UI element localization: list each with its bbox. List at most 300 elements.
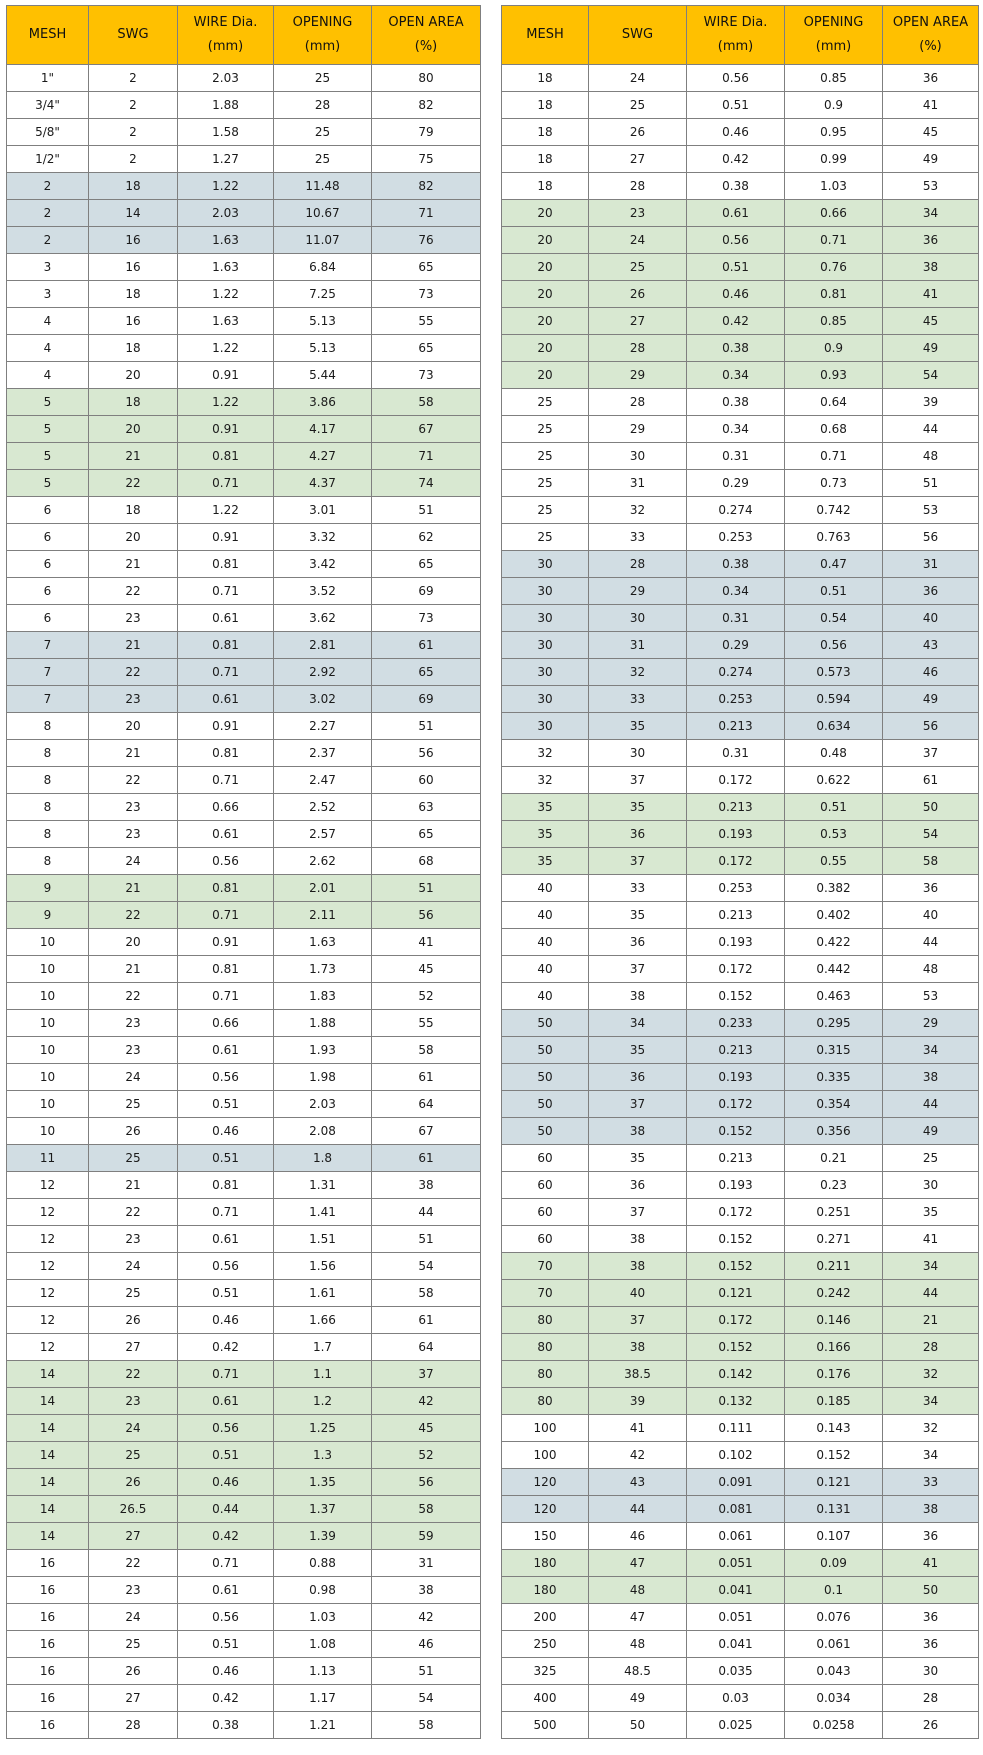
wire-dia-cell: 0.193 (687, 1064, 785, 1091)
opening-cell: 2.27 (274, 713, 372, 740)
wire-dia-cell: 0.172 (687, 956, 785, 983)
mesh-cell: 10 (7, 983, 89, 1010)
open-area-cell: 35 (883, 1199, 979, 1226)
mesh-cell: 18 (502, 119, 589, 146)
table-row (502, 65, 979, 92)
open-area-cell: 58 (372, 1037, 481, 1064)
wire-dia-cell: 0.51 (178, 1442, 274, 1469)
wire-dia-cell: 0.42 (178, 1334, 274, 1361)
table-row (502, 524, 979, 551)
table-row (502, 1253, 979, 1280)
open-area-cell: 60 (372, 767, 481, 794)
swg-cell: 25 (89, 1631, 178, 1658)
open-area-cell: 51 (883, 470, 979, 497)
open-area-cell: 49 (883, 146, 979, 173)
wire-dia-cell: 0.51 (178, 1631, 274, 1658)
open-area-cell: 46 (372, 1631, 481, 1658)
swg-cell: 35 (589, 1145, 687, 1172)
swg-cell: 37 (589, 1307, 687, 1334)
mesh-cell: 12 (7, 1334, 89, 1361)
opening-cell: 0.034 (785, 1685, 883, 1712)
mesh-cell: 20 (502, 254, 589, 281)
mesh-cell: 2 (7, 173, 89, 200)
opening-cell: 0.076 (785, 1604, 883, 1631)
wire-dia-cell: 0.51 (178, 1091, 274, 1118)
table-row (502, 254, 979, 281)
open-area-cell: 30 (883, 1658, 979, 1685)
open-area-cell: 26 (883, 1712, 979, 1739)
mesh-cell: 2 (7, 227, 89, 254)
mesh-cell: 30 (502, 632, 589, 659)
opening-cell: 1.08 (274, 1631, 372, 1658)
wire-dia-cell: 0.152 (687, 1118, 785, 1145)
table-row (7, 1091, 481, 1118)
table-row (502, 605, 979, 632)
wire-dia-cell: 2.03 (178, 65, 274, 92)
table-row (502, 1496, 979, 1523)
wire-dia-cell: 0.31 (687, 605, 785, 632)
wire-dia-cell: 0.152 (687, 1253, 785, 1280)
opening-cell: 0.88 (274, 1550, 372, 1577)
wire-dia-cell: 0.38 (687, 389, 785, 416)
header-unit: (mm) (815, 39, 852, 54)
wire-dia-cell: 1.63 (178, 227, 274, 254)
open-area-cell: 76 (372, 227, 481, 254)
wire-dia-cell: 0.71 (178, 902, 274, 929)
table-row (502, 1550, 979, 1577)
swg-cell: 16 (89, 308, 178, 335)
mesh-cell: 25 (502, 524, 589, 551)
open-area-cell: 58 (372, 1712, 481, 1739)
opening-cell: 0.121 (785, 1469, 883, 1496)
open-area-cell: 44 (883, 1280, 979, 1307)
table-row (7, 1577, 481, 1604)
open-area-cell: 73 (372, 281, 481, 308)
opening-cell: 25 (274, 146, 372, 173)
open-area-cell: 65 (372, 821, 481, 848)
table-row (7, 902, 481, 929)
table-row (502, 1685, 979, 1712)
swg-cell: 33 (589, 524, 687, 551)
wire-dia-cell: 0.56 (687, 65, 785, 92)
open-area-cell: 45 (883, 119, 979, 146)
opening-cell: 2.62 (274, 848, 372, 875)
wire-dia-cell: 0.172 (687, 1091, 785, 1118)
open-area-cell: 38 (883, 254, 979, 281)
mesh-cell: 8 (7, 740, 89, 767)
wire-dia-cell: 0.041 (687, 1577, 785, 1604)
mesh-cell: 5 (7, 443, 89, 470)
opening-cell: 0.99 (785, 146, 883, 173)
table-row (7, 281, 481, 308)
table-row (502, 281, 979, 308)
header-unit: (%) (414, 39, 438, 54)
wire-dia-cell: 0.193 (687, 1172, 785, 1199)
swg-cell: 37 (589, 848, 687, 875)
mesh-cell: 40 (502, 956, 589, 983)
opening-cell: 2.08 (274, 1118, 372, 1145)
open-area-cell: 40 (883, 605, 979, 632)
wire-dia-cell: 0.61 (178, 1037, 274, 1064)
open-area-cell: 32 (883, 1361, 979, 1388)
table-row (502, 740, 979, 767)
mesh-cell: 35 (502, 794, 589, 821)
table-row (7, 1388, 481, 1415)
swg-cell: 21 (89, 956, 178, 983)
swg-cell: 20 (89, 524, 178, 551)
mesh-cell: 25 (502, 443, 589, 470)
opening-cell: 2.03 (274, 1091, 372, 1118)
swg-cell: 35 (589, 902, 687, 929)
table-row (502, 1361, 979, 1388)
mesh-cell: 10 (7, 1010, 89, 1037)
wire-dia-cell: 2.03 (178, 200, 274, 227)
header-open-area (883, 6, 979, 65)
swg-cell: 28 (89, 1712, 178, 1739)
open-area-cell: 56 (883, 524, 979, 551)
wire-dia-cell: 1.63 (178, 254, 274, 281)
open-area-cell: 38 (883, 1496, 979, 1523)
wire-dia-cell: 0.213 (687, 1037, 785, 1064)
opening-cell: 0.043 (785, 1658, 883, 1685)
wire-dia-cell: 0.213 (687, 902, 785, 929)
open-area-cell: 36 (883, 578, 979, 605)
mesh-cell: 16 (7, 1577, 89, 1604)
mesh-cell: 14 (7, 1496, 89, 1523)
mesh-cell: 7 (7, 659, 89, 686)
table-row (7, 1010, 481, 1037)
wire-dia-cell: 0.61 (178, 686, 274, 713)
table-row (7, 767, 481, 794)
wire-dia-cell: 0.172 (687, 767, 785, 794)
opening-cell: 1.56 (274, 1253, 372, 1280)
swg-cell: 25 (89, 1280, 178, 1307)
open-area-cell: 65 (372, 254, 481, 281)
swg-cell: 25 (89, 1442, 178, 1469)
opening-cell: 0.402 (785, 902, 883, 929)
mesh-cell: 6 (7, 497, 89, 524)
mesh-cell: 30 (502, 551, 589, 578)
table-row (502, 1037, 979, 1064)
table-row (7, 92, 481, 119)
table-body (7, 65, 481, 1739)
swg-cell: 24 (589, 227, 687, 254)
open-area-cell: 80 (372, 65, 481, 92)
swg-cell: 27 (89, 1523, 178, 1550)
table-row (7, 173, 481, 200)
mesh-cell: 4 (7, 362, 89, 389)
opening-cell: 0.51 (785, 578, 883, 605)
table-row (502, 1577, 979, 1604)
swg-cell: 38 (589, 1334, 687, 1361)
open-area-cell: 79 (372, 119, 481, 146)
swg-cell: 23 (89, 1010, 178, 1037)
table-row (7, 308, 481, 335)
wire-dia-cell: 0.38 (687, 551, 785, 578)
swg-cell: 20 (89, 929, 178, 956)
mesh-cell: 60 (502, 1172, 589, 1199)
wire-dia-cell: 0.061 (687, 1523, 785, 1550)
swg-cell: 23 (89, 605, 178, 632)
swg-cell: 26 (89, 1118, 178, 1145)
swg-cell: 23 (89, 686, 178, 713)
opening-cell: 28 (274, 92, 372, 119)
table-row (502, 659, 979, 686)
opening-cell: 0.73 (785, 470, 883, 497)
wire-dia-cell: 0.253 (687, 686, 785, 713)
mesh-cell: 30 (502, 659, 589, 686)
mesh-cell: 20 (502, 362, 589, 389)
open-area-cell: 71 (372, 200, 481, 227)
wire-dia-cell: 0.29 (687, 470, 785, 497)
table-row (502, 578, 979, 605)
opening-cell: 1.83 (274, 983, 372, 1010)
opening-cell: 1.21 (274, 1712, 372, 1739)
swg-cell: 26 (589, 119, 687, 146)
table-row (7, 713, 481, 740)
table-body (502, 65, 979, 1739)
mesh-cell: 3 (7, 254, 89, 281)
open-area-cell: 54 (372, 1685, 481, 1712)
mesh-cell: 16 (7, 1685, 89, 1712)
wire-dia-cell: 0.152 (687, 1334, 785, 1361)
opening-cell: 0.54 (785, 605, 883, 632)
swg-cell: 40 (589, 1280, 687, 1307)
table-row (7, 389, 481, 416)
opening-cell: 11.07 (274, 227, 372, 254)
opening-cell: 3.02 (274, 686, 372, 713)
mesh-cell: 250 (502, 1631, 589, 1658)
opening-cell: 3.62 (274, 605, 372, 632)
open-area-cell: 34 (883, 1253, 979, 1280)
mesh-cell: 18 (502, 173, 589, 200)
opening-cell: 0.71 (785, 227, 883, 254)
mesh-cell: 80 (502, 1307, 589, 1334)
table-row (502, 983, 979, 1010)
mesh-cell: 50 (502, 1091, 589, 1118)
wire-dia-cell: 0.38 (178, 1712, 274, 1739)
mesh-cell: 40 (502, 929, 589, 956)
table-row (7, 524, 481, 551)
open-area-cell: 65 (372, 335, 481, 362)
mesh-cell: 180 (502, 1550, 589, 1577)
wire-dia-cell: 1.22 (178, 335, 274, 362)
opening-cell: 4.37 (274, 470, 372, 497)
swg-cell: 35 (589, 794, 687, 821)
open-area-cell: 56 (883, 713, 979, 740)
mesh-cell: 7 (7, 686, 89, 713)
wire-dia-cell: 0.66 (178, 1010, 274, 1037)
opening-cell: 0.93 (785, 362, 883, 389)
table-row (502, 794, 979, 821)
wire-dia-cell: 0.46 (178, 1469, 274, 1496)
swg-cell: 22 (89, 1361, 178, 1388)
table-row (502, 1388, 979, 1415)
open-area-cell: 56 (372, 902, 481, 929)
opening-cell: 1.03 (274, 1604, 372, 1631)
table-row (7, 1334, 481, 1361)
open-area-cell: 32 (883, 1415, 979, 1442)
mesh-cell: 120 (502, 1469, 589, 1496)
open-area-cell: 36 (883, 1631, 979, 1658)
open-area-cell: 64 (372, 1334, 481, 1361)
table-row (7, 146, 481, 173)
opening-cell: 0.71 (785, 443, 883, 470)
swg-cell: 18 (89, 281, 178, 308)
wire-dia-cell: 0.025 (687, 1712, 785, 1739)
mesh-cell: 20 (502, 227, 589, 254)
open-area-cell: 34 (883, 200, 979, 227)
open-area-cell: 53 (883, 983, 979, 1010)
wire-dia-cell: 0.051 (687, 1604, 785, 1631)
table-row (7, 1550, 481, 1577)
open-area-cell: 51 (372, 1658, 481, 1685)
open-area-cell: 38 (372, 1172, 481, 1199)
mesh-cell: 70 (502, 1280, 589, 1307)
mesh-cell: 6 (7, 605, 89, 632)
table-row (7, 1199, 481, 1226)
swg-cell: 30 (589, 443, 687, 470)
opening-cell: 1.61 (274, 1280, 372, 1307)
wire-dia-cell: 0.274 (687, 497, 785, 524)
opening-cell: 1.66 (274, 1307, 372, 1334)
opening-cell: 3.86 (274, 389, 372, 416)
wire-dia-cell: 0.42 (687, 146, 785, 173)
header-unit: (mm) (717, 39, 754, 54)
wire-dia-cell: 0.172 (687, 1307, 785, 1334)
swg-cell: 22 (89, 470, 178, 497)
header-wire-dia (178, 6, 274, 65)
table-row (7, 1361, 481, 1388)
wire-dia-cell: 0.03 (687, 1685, 785, 1712)
swg-cell: 24 (89, 848, 178, 875)
swg-cell: 25 (89, 1091, 178, 1118)
mesh-cell: 200 (502, 1604, 589, 1631)
table-row (7, 1307, 481, 1334)
open-area-cell: 34 (883, 1442, 979, 1469)
mesh-cell: 20 (502, 335, 589, 362)
mesh-cell: 35 (502, 821, 589, 848)
open-area-cell: 41 (883, 281, 979, 308)
opening-cell: 0.251 (785, 1199, 883, 1226)
wire-dia-cell: 0.91 (178, 416, 274, 443)
swg-cell: 38 (589, 1253, 687, 1280)
swg-cell: 21 (89, 875, 178, 902)
open-area-cell: 68 (372, 848, 481, 875)
swg-cell: 28 (589, 335, 687, 362)
mesh-cell: 14 (7, 1388, 89, 1415)
table-row (502, 1280, 979, 1307)
wire-dia-cell: 0.81 (178, 956, 274, 983)
mesh-cell: 5 (7, 389, 89, 416)
opening-cell: 1.73 (274, 956, 372, 983)
swg-cell: 42 (589, 1442, 687, 1469)
mesh-cell: 6 (7, 578, 89, 605)
opening-cell: 5.13 (274, 335, 372, 362)
mesh-cell: 2 (7, 200, 89, 227)
swg-cell: 18 (89, 335, 178, 362)
mesh-cell: 8 (7, 767, 89, 794)
open-area-cell: 82 (372, 92, 481, 119)
table-row (502, 389, 979, 416)
wire-dia-cell: 0.152 (687, 983, 785, 1010)
opening-cell: 0.09 (785, 1550, 883, 1577)
wire-dia-cell: 0.81 (178, 551, 274, 578)
table-row (502, 713, 979, 740)
table-row (7, 740, 481, 767)
opening-cell: 25 (274, 119, 372, 146)
opening-cell: 0.742 (785, 497, 883, 524)
wire-dia-cell: 0.42 (178, 1685, 274, 1712)
mesh-cell: 5/8" (7, 119, 89, 146)
open-area-cell: 61 (372, 1307, 481, 1334)
table-row (502, 497, 979, 524)
wire-dia-cell: 0.38 (687, 335, 785, 362)
table-row (502, 902, 979, 929)
opening-cell: 2.52 (274, 794, 372, 821)
opening-cell: 0.354 (785, 1091, 883, 1118)
swg-cell: 29 (589, 578, 687, 605)
wire-dia-cell: 0.91 (178, 524, 274, 551)
table-row (502, 119, 979, 146)
opening-cell: 0.442 (785, 956, 883, 983)
opening-cell: 1.63 (274, 929, 372, 956)
open-area-cell: 69 (372, 686, 481, 713)
open-area-cell: 41 (883, 1550, 979, 1577)
opening-cell: 0.23 (785, 1172, 883, 1199)
open-area-cell: 61 (372, 1145, 481, 1172)
swg-cell: 32 (589, 659, 687, 686)
opening-cell: 0.166 (785, 1334, 883, 1361)
wire-dia-cell: 0.51 (178, 1280, 274, 1307)
swg-cell: 22 (89, 902, 178, 929)
open-area-cell: 41 (372, 929, 481, 956)
opening-cell: 2.47 (274, 767, 372, 794)
open-area-cell: 36 (883, 227, 979, 254)
opening-cell: 7.25 (274, 281, 372, 308)
table-row (7, 227, 481, 254)
open-area-cell: 38 (372, 1577, 481, 1604)
opening-cell: 2.92 (274, 659, 372, 686)
opening-cell: 25 (274, 65, 372, 92)
table-row (7, 1685, 481, 1712)
table-row (7, 254, 481, 281)
swg-cell: 33 (589, 686, 687, 713)
wire-dia-cell: 0.132 (687, 1388, 785, 1415)
mesh-cell: 100 (502, 1415, 589, 1442)
opening-cell: 1.2 (274, 1388, 372, 1415)
table-row (7, 875, 481, 902)
opening-cell: 5.13 (274, 308, 372, 335)
mesh-cell: 10 (7, 1118, 89, 1145)
table-row (502, 1469, 979, 1496)
wire-mesh-table-left (6, 5, 481, 1739)
wire-dia-cell: 0.71 (178, 983, 274, 1010)
mesh-cell: 100 (502, 1442, 589, 1469)
swg-cell: 39 (589, 1388, 687, 1415)
opening-cell: 2.57 (274, 821, 372, 848)
table-row (7, 1604, 481, 1631)
table-row (502, 146, 979, 173)
open-area-cell: 53 (883, 173, 979, 200)
opening-cell: 1.8 (274, 1145, 372, 1172)
open-area-cell: 45 (883, 308, 979, 335)
mesh-cell: 30 (502, 686, 589, 713)
wire-dia-cell: 1.27 (178, 146, 274, 173)
opening-cell: 0.242 (785, 1280, 883, 1307)
wire-dia-cell: 1.22 (178, 497, 274, 524)
opening-cell: 4.27 (274, 443, 372, 470)
